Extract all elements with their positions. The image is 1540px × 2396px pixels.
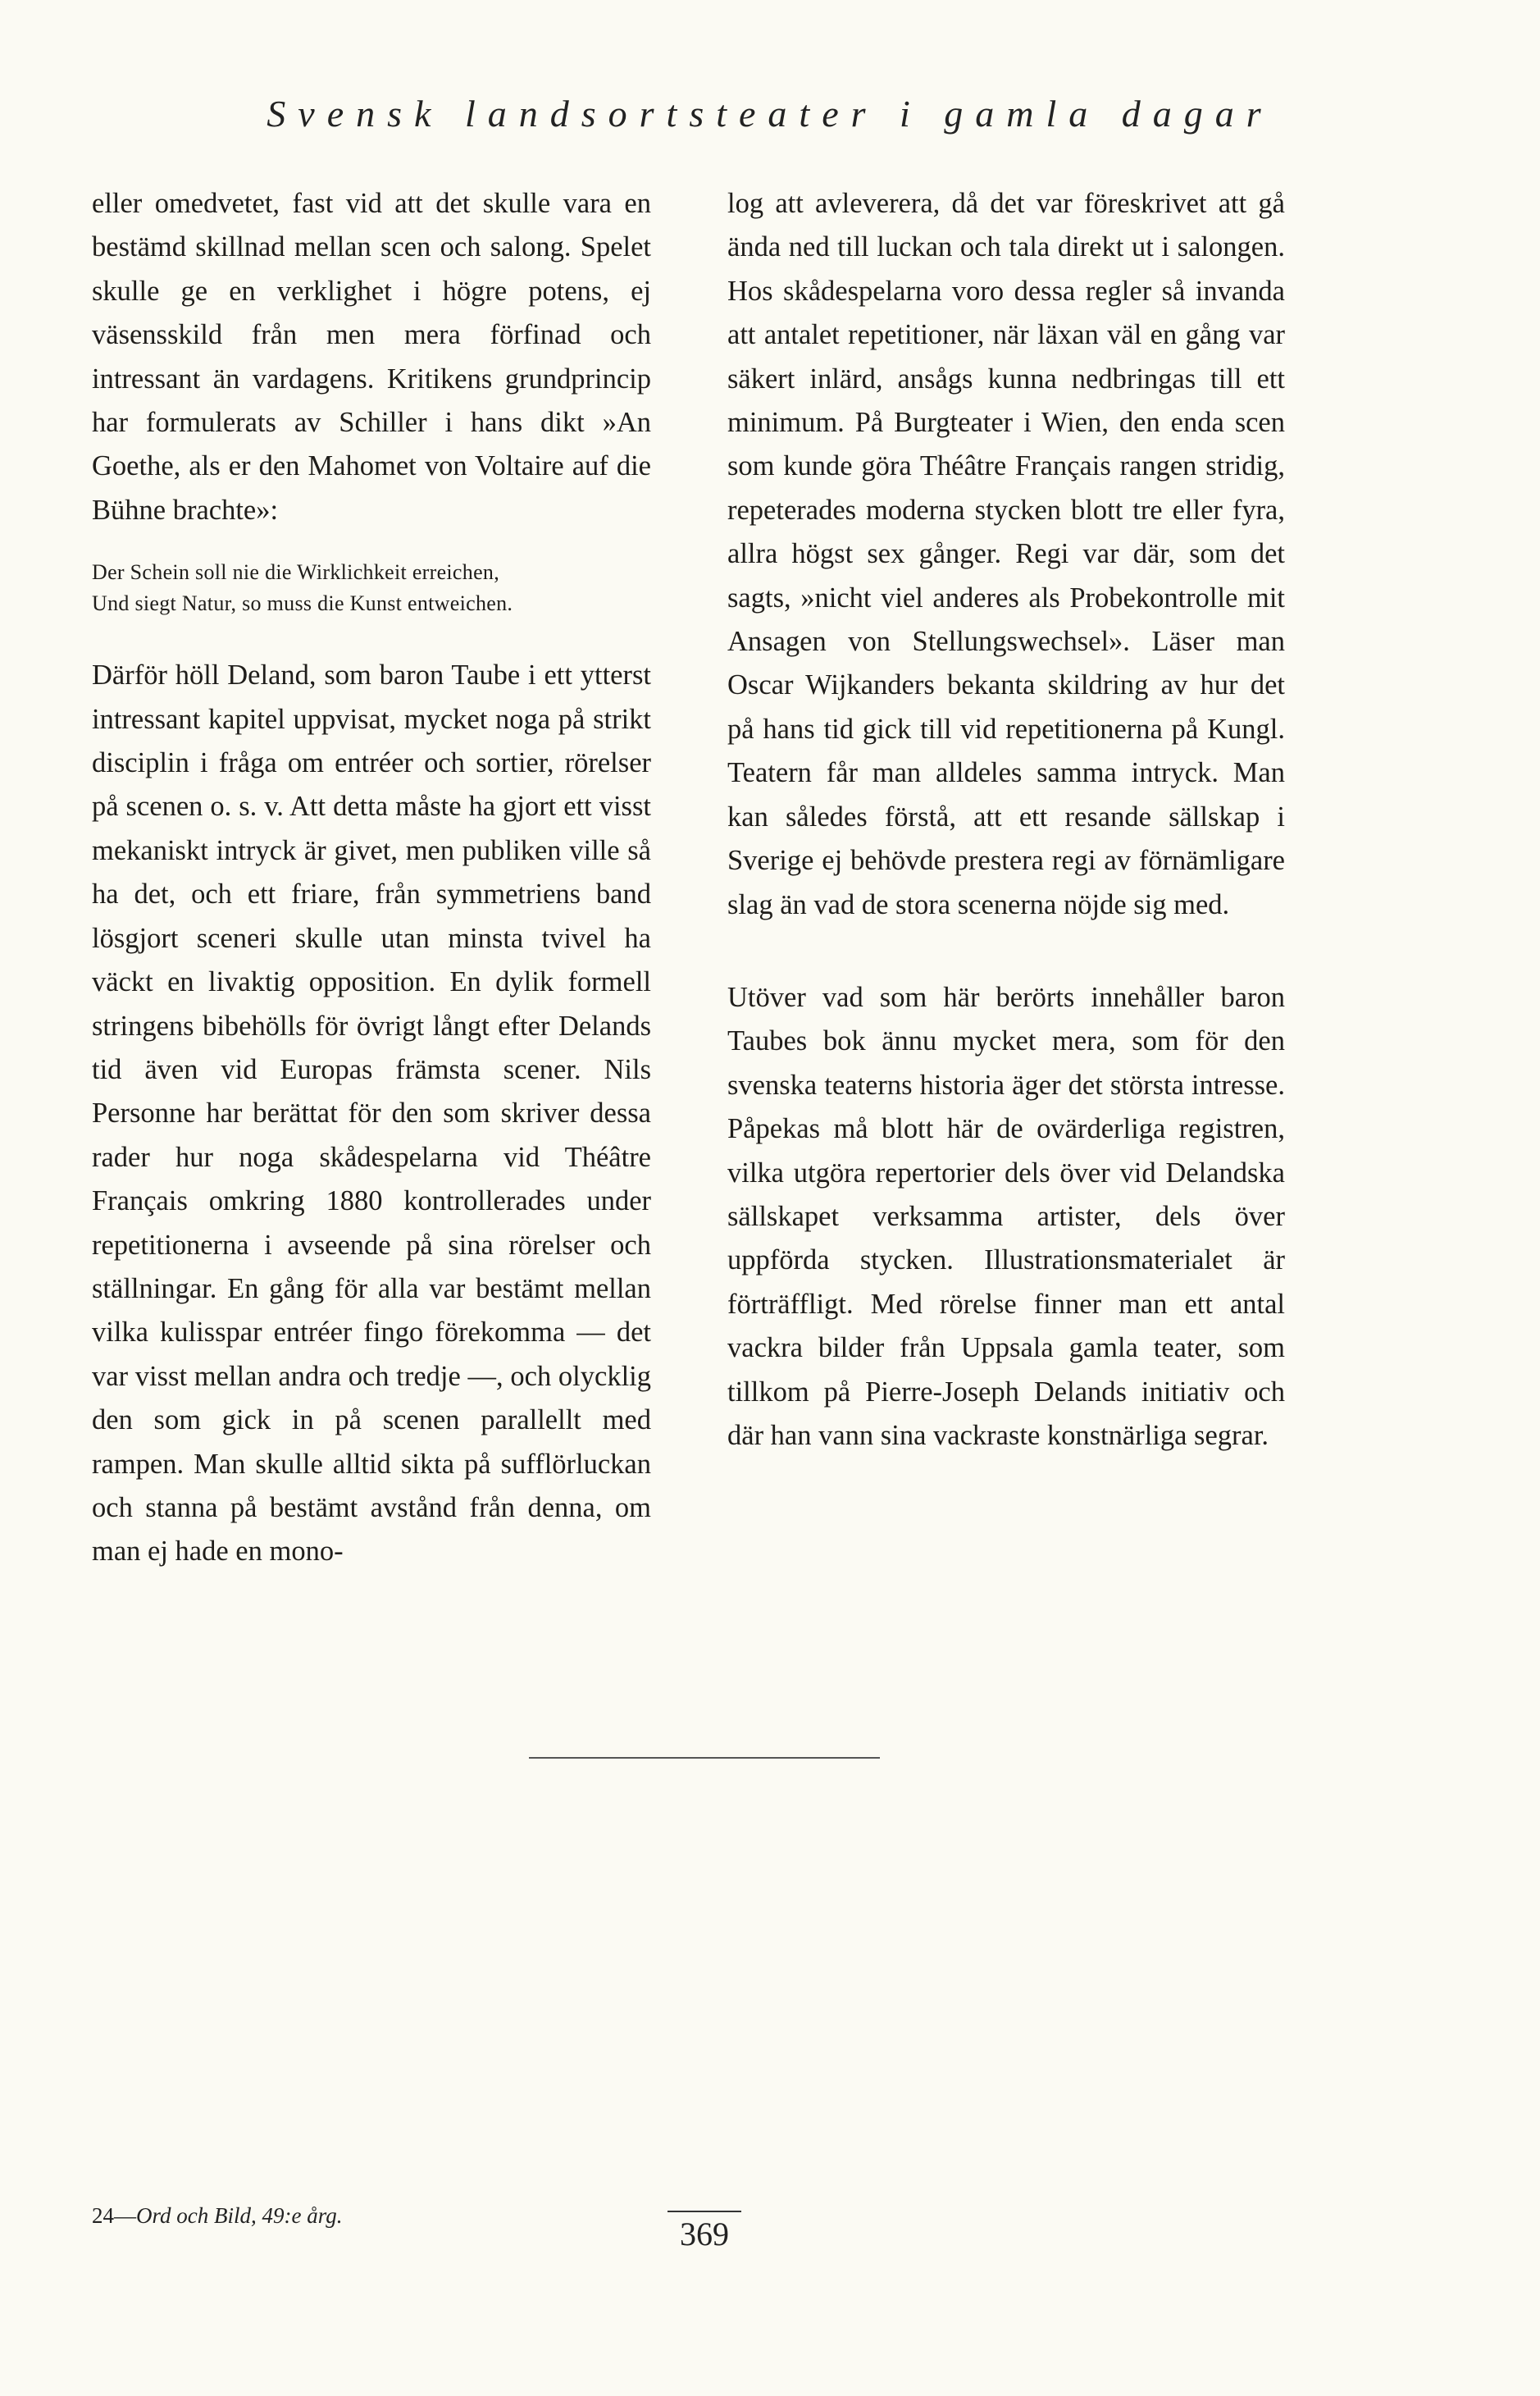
left-paragraph-2: Därför höll Deland, som baron Taube i ett ytterst intressant kapitel uppvisat, mycket noga på strikt disciplin i fråga om entréer och sortier, rörelser på scenen o. s. v. Att detta måste ha gjort ett visst mekaniskt intryck är givet, men publiken ville så ha det, och ett friare, från symmetriens band lösgjort sceneri skulle utan minsta tvivel ha väckt en livaktig opposition. En dylik formell stringens bibehölls för övrigt långt efter Delands tid även vid Europas främsta scener. Nils Personne har berättat för den som skriver dessa rader hur noga skådespelarna vid Théâtre Français omkring 1880 kontrollerades under repetitionerna i avseende på sina rörelser och ställningar. En gång för alla var bestämt mellan vilka kulisspar entréer fingo förekomma — det var visst mellan andra och tredje —, och olycklig den som gick in på scenen parallellt med rampen. Man skulle alltid sikta på sufflörluckan och stanna på bestämt avstånd från denna, om man ej hade en mono- xyxy=(92,659,651,1568)
left-column xyxy=(92,182,651,1574)
running-head: Svensk landsortsteater i gamla dagar xyxy=(267,93,1273,135)
signature-number: 24— xyxy=(92,2203,136,2228)
right-paragraph-1: log att avleverera, då det var föreskrivet att gå ända ned till luckan och tala direkt ut i salongen. Hos skådespelarna voro dessa regler så invanda att antalet repetitioner, när läxan väl en gång var säkert inlärd, ansågs kunna nedbringas till ett minimum. På Burgteater i Wien, den enda scen som kunde göra Théâtre Français rangen stridig, repeterades moderna stycken blott tre eller fyra, allra högst sex gånger. Regi var där, som det sagts, »nicht viel anderes als Probekontrolle mit Ansagen von Stellungswechsel». Läser man Oscar Wijkanders bekanta skildring av hur det på hans tid gick till vid repetitionerna på Kungl. Teatern får man alldeles samma intryck. Man kan således förstå, att ett resande sällskap i Sverige ej behövde prestera regi av förnämligare slag än vad de stora scenerna nöjde sig med. xyxy=(727,188,1285,920)
signature-line xyxy=(92,2203,342,2229)
verse-line-2: Und siegt Natur, so muss die Kunst entweichen. xyxy=(92,591,513,616)
right-column xyxy=(727,182,1285,1458)
section-divider xyxy=(529,1757,880,1759)
verse-line-1: Der Schein soll nie die Wirklichkeit erreichen, xyxy=(92,560,500,585)
page-number-rule xyxy=(667,2211,741,2212)
right-paragraph-2: Utöver vad som här berörts innehåller baron Taubes bok ännu mycket mera, som för den svenska teaterns historia äger det största intresse. Påpekas må blott här de ovärderliga registren, vilka utgöra repertorier dels över vid Delandska sällskapet verksamma artister, dels över uppförda stycken. Illustrationsmaterialet är förträffligt. Med rörelse finner man ett antal vackra bilder från Uppsala gamla teater, som tillkom på Pierre-Joseph Delands initiativ och där han vann sina vackraste konstnärliga segrar. xyxy=(727,981,1285,1451)
signature-text: Ord och Bild, 49:e årg. xyxy=(136,2203,343,2228)
verse-quote xyxy=(92,557,651,619)
page-number: 369 xyxy=(680,2216,729,2252)
left-paragraph-1: eller omedvetet, fast vid att det skulle vara en bestämd skillnad mellan scen och salong. Spelet skulle ge en verklighet i högre potens, ej väsensskild från men mera förfinad och intressant än vardagens. Kritikens grundprincip har formulerats av Schiller i hans dikt »An Goethe, als er den Mahomet von Voltaire auf die Bühne brachte»: xyxy=(92,188,651,526)
